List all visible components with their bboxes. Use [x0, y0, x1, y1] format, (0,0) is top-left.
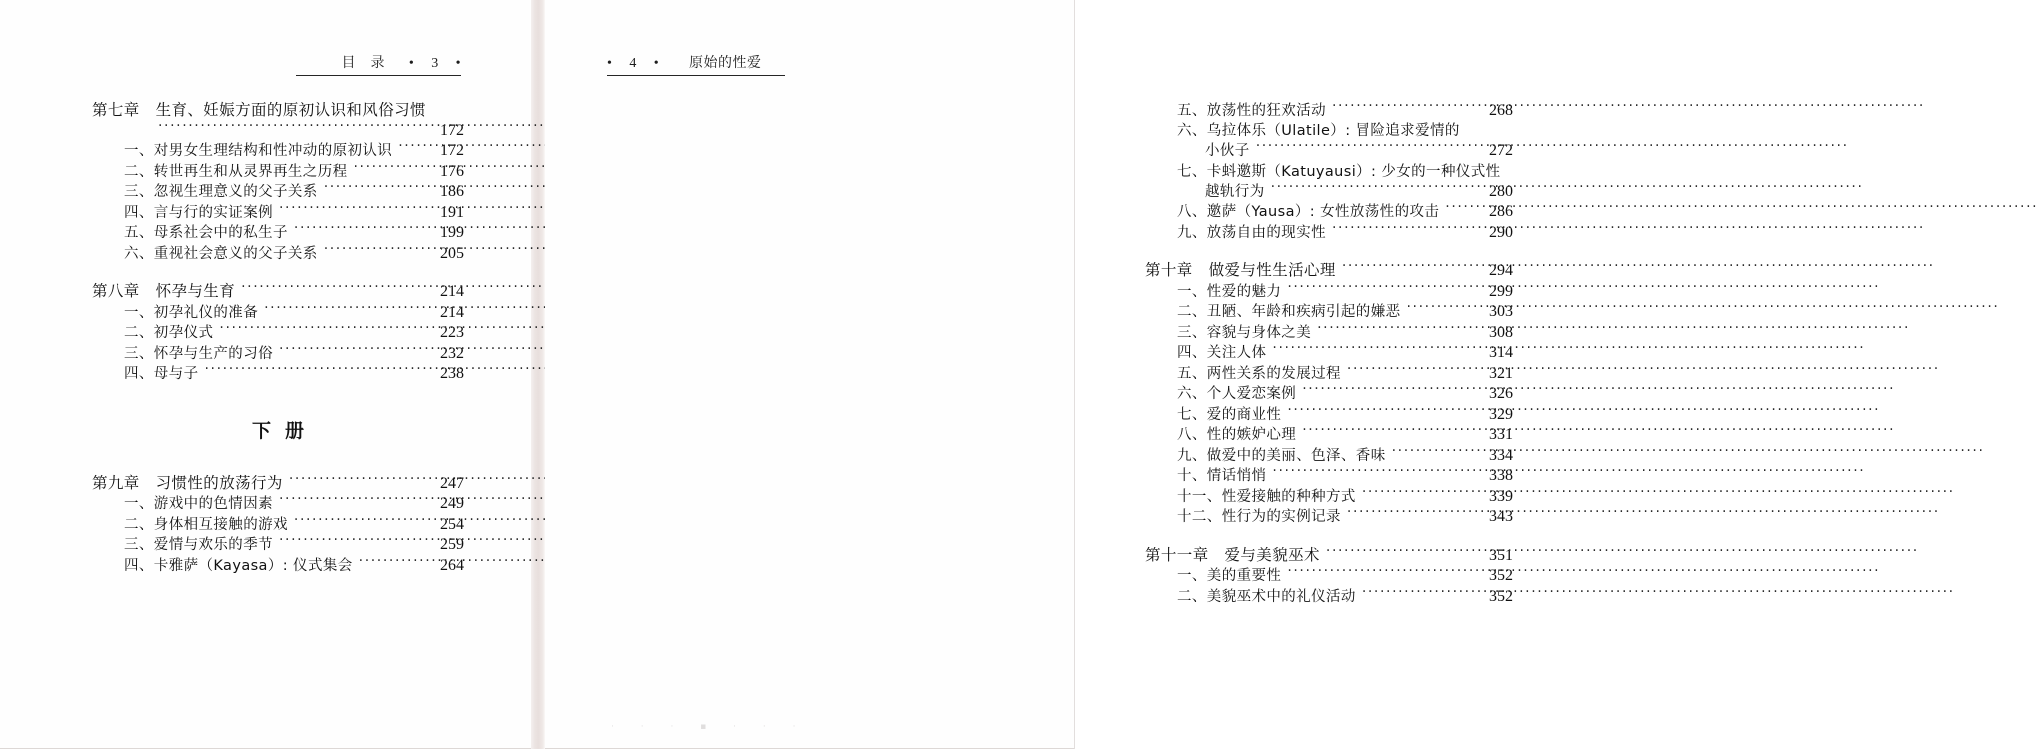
toc-entry-page-number: 308: [1489, 323, 1513, 341]
toc-entry-label: 一、游戏中的色情因素: [124, 496, 273, 512]
toc-entry-label: 七、卡蚪邀斯（Katuyausi）: 少女的一种仪式性: [1177, 163, 1501, 180]
toc-entry-row[interactable]: [1145, 507, 1513, 526]
toc-entry-page-number: 351: [1489, 546, 1513, 564]
toc-entry-row[interactable]: [1145, 343, 1513, 362]
toc-dot-leader: [1272, 343, 1475, 358]
toc-entry-page-number: 326: [1489, 385, 1513, 402]
toc-dot-leader: [1347, 363, 1475, 378]
toc-entry-label: 十一、性爱接触的种种方式: [1177, 488, 1356, 505]
toc-chapter-row[interactable]: [1145, 261, 1513, 280]
toc-dot-leader: [158, 120, 426, 135]
right-page-running-head: [607, 52, 785, 76]
toc-entry-label: 二、美貌巫术中的礼仪活动: [1177, 588, 1356, 605]
toc-dot-leader: [1407, 302, 1476, 317]
toc-entry-label: 四、卡雅萨（Kayasa）: 仪式集会: [124, 557, 353, 574]
toc-entry-page-number: 294: [1489, 262, 1513, 279]
toc-entry-label: 八、邀萨（Yausa）: 女性放荡性的攻击: [1177, 204, 1440, 220]
left-page-number: 3: [431, 56, 439, 71]
toc-entry-label: 十二、性行为的实例记录: [1177, 509, 1341, 525]
toc-entry-page-number: 268: [1489, 101, 1513, 119]
toc-entry-row[interactable]: [92, 120, 464, 139]
toc-dot-leader: [324, 243, 426, 258]
toc-entry-label: 一、性爱的魅力: [1177, 283, 1282, 300]
toc-dot-leader: [1287, 566, 1475, 581]
toc-entry-page-number: 290: [1489, 223, 1513, 241]
toc-entry-row[interactable]: [1145, 202, 1513, 221]
toc-entry-page-number: 232: [440, 344, 464, 362]
toc-entry-row[interactable]: [92, 182, 464, 201]
toc-entry-page-number: 214: [440, 283, 464, 300]
toc-entry-label: 第七章 生育、妊娠方面的原初认识和风俗习惯: [92, 100, 426, 119]
toc-entry-page-number: 303: [1489, 303, 1513, 320]
toc-entry-row[interactable]: [1145, 566, 1513, 585]
toc-entry-row[interactable]: [1145, 141, 1513, 160]
toc-entry-label: 八、性的嫉妒心理: [1177, 427, 1297, 443]
toc-entry-page-number: 176: [440, 162, 464, 180]
toc-entry-label: 二、丑陋、年龄和疾病引起的嫌恶: [1177, 304, 1401, 320]
toc-entry-page-number: 199: [440, 224, 464, 241]
toc-entry-label: 三、忽视生理意义的父子关系: [124, 184, 318, 200]
toc-dot-leader: [359, 555, 426, 570]
toc-dot-leader: [1271, 181, 1475, 196]
toc-dot-leader: [279, 535, 426, 550]
toc-entry-label: 三、怀孕与生产的习俗: [124, 345, 273, 362]
toc-entry-row[interactable]: [92, 535, 464, 554]
toc-entry-label: 五、放荡性的狂欢活动: [1177, 102, 1326, 119]
toc-entry-label: 越轨行为: [1205, 183, 1265, 200]
toc-entry-label: 四、关注人体: [1177, 345, 1267, 361]
toc-entry-page-number: 339: [1489, 487, 1513, 505]
left-page-toc-list: [92, 100, 464, 576]
toc-dot-leader: [264, 302, 426, 317]
toc-entry-row[interactable]: [92, 555, 464, 574]
toc-entry-row[interactable]: [1145, 445, 1513, 464]
toc-entry-row[interactable]: [92, 494, 464, 513]
toc-chapter-row[interactable]: [92, 100, 464, 118]
volume-divider: 下册: [251, 420, 318, 442]
right-page-toc-list: [1145, 100, 1513, 607]
left-page: [0, 0, 531, 749]
toc-dot-leader: [241, 282, 426, 297]
left-running-head-title: 目 录: [341, 55, 385, 71]
toc-dot-leader: [1302, 425, 1475, 440]
left-folio-suffix: •: [455, 56, 461, 71]
toc-dot-leader: [1392, 445, 1475, 460]
toc-entry-label: 九、放荡自由的现实性: [1177, 224, 1326, 241]
toc-entry-page-number: 249: [440, 495, 464, 512]
toc-entry-row[interactable]: [1145, 181, 1513, 200]
toc-entry-page-number: 238: [440, 365, 464, 382]
toc-entry-row[interactable]: [92, 364, 464, 383]
toc-entry-page-number: 314: [1489, 344, 1513, 361]
toc-entry-row[interactable]: [1145, 404, 1513, 423]
toc-entry-row[interactable]: [92, 141, 464, 160]
right-running-head-title: 原始的性爱: [689, 55, 762, 71]
toc-entry-page-number: 338: [1489, 467, 1513, 484]
toc-entry-row[interactable]: [1145, 281, 1513, 300]
toc-entry-page-number: 299: [1489, 282, 1513, 300]
toc-entry-label: 九、做爱中的美丽、色泽、香味: [1177, 447, 1386, 464]
toc-entry-row[interactable]: [1145, 100, 1513, 119]
toc-dot-leader: [1347, 507, 1475, 522]
left-page-running-head: [296, 52, 461, 76]
toc-dot-leader: [324, 182, 426, 197]
toc-entry-page-number: 205: [440, 244, 464, 262]
toc-dot-leader: [294, 514, 426, 529]
toc-dot-leader: [1332, 222, 1475, 237]
toc-entry-label: 一、美的重要性: [1177, 568, 1282, 584]
toc-entry-label: 第十一章 爱与美貌巫术: [1145, 545, 1320, 564]
toc-entry-row[interactable]: [1145, 161, 1513, 179]
toc-entry-page-number: 172: [440, 121, 464, 139]
toc-dot-leader: [1272, 466, 1475, 481]
toc-entry-row[interactable]: [1145, 121, 1513, 139]
right-folio-suffix: •: [653, 56, 660, 71]
toc-entry-page-number: 264: [440, 556, 464, 574]
toc-entry-row[interactable]: [92, 323, 464, 342]
toc-entry-row[interactable]: [92, 161, 464, 180]
toc-entry-label: 第九章 习惯性的放荡行为: [92, 473, 283, 492]
scan-artifacts: · · · ▪ · · ·: [611, 722, 808, 732]
toc-entry-label: 二、初孕仪式: [124, 325, 214, 341]
toc-entry-row[interactable]: [1145, 302, 1513, 321]
right-folio-prefix: •: [607, 56, 613, 71]
toc-dot-leader: [1362, 486, 1475, 501]
toc-entry-row[interactable]: [92, 202, 464, 221]
toc-dot-leader: [1287, 281, 1475, 296]
toc-chapter-row[interactable]: [1145, 545, 1513, 564]
toc-entry-row[interactable]: [1145, 322, 1513, 341]
toc-dot-leader: [1466, 121, 1475, 136]
toc-chapter-row[interactable]: [92, 473, 464, 492]
toc-dot-leader: [279, 202, 426, 217]
toc-entry-label: 四、母与子: [124, 366, 199, 382]
toc-entry-page-number: 343: [1489, 508, 1513, 525]
toc-entry-label: 三、容貌与身体之美: [1177, 324, 1312, 341]
toc-entry-page-number: 247: [440, 474, 464, 492]
toc-entry-page-number: 321: [1489, 364, 1513, 382]
toc-entry-page-number: 186: [440, 183, 464, 200]
toc-entry-row[interactable]: [92, 243, 464, 262]
toc-entry-row[interactable]: [1145, 363, 1513, 382]
toc-entry-page-number: 191: [440, 203, 464, 221]
toc-entry-row[interactable]: [1145, 425, 1513, 444]
toc-entry-page-number: 254: [440, 515, 464, 533]
toc-entry-page-number: 214: [440, 303, 464, 321]
toc-dot-leader: [279, 343, 426, 358]
toc-dot-leader: [1332, 100, 1475, 115]
toc-entry-row[interactable]: [1145, 486, 1513, 505]
toc-entry-label: 第十章 做爱与性生活心理: [1145, 261, 1336, 279]
left-folio-prefix: •: [408, 56, 415, 71]
toc-dot-leader: [205, 364, 427, 379]
toc-entry-page-number: 223: [440, 324, 464, 341]
toc-entry-row[interactable]: [92, 302, 464, 321]
toc-dot-leader: [1287, 404, 1475, 419]
toc-entry-row[interactable]: [1145, 466, 1513, 485]
toc-entry-page-number: 352: [1489, 567, 1513, 584]
toc-entry-label: 第八章 怀孕与生育: [92, 282, 236, 300]
toc-entry-label: 二、转世再生和从灵界再生之历程: [124, 163, 348, 180]
toc-entry-row[interactable]: [92, 223, 464, 242]
toc-entry-label: 二、身体相互接触的游戏: [124, 516, 288, 533]
toc-entry-row[interactable]: [1145, 384, 1513, 403]
toc-entry-label: 七、爱的商业性: [1177, 406, 1282, 423]
toc-entry-page-number: 352: [1489, 587, 1513, 605]
toc-entry-label: 小伙子: [1205, 143, 1250, 159]
toc-dot-leader: [354, 161, 427, 176]
toc-entry-label: 六、重视社会意义的父子关系: [124, 245, 318, 262]
toc-dot-leader: [1342, 261, 1475, 276]
toc-entry-label: 五、母系社会中的私生子: [124, 225, 288, 241]
toc-dot-leader: [294, 223, 426, 238]
toc-entry-page-number: 172: [440, 142, 464, 159]
toc-entry-page-number: 259: [440, 536, 464, 553]
toc-dot-leader: [1445, 202, 1475, 217]
toc-dot-leader: [1317, 322, 1475, 337]
toc-dot-leader: [1302, 384, 1475, 399]
toc-entry-label: 一、对男女生理结构和性冲动的原初认识: [124, 143, 393, 159]
toc-entry-page-number: 329: [1489, 405, 1513, 423]
toc-entry-label: 一、初孕礼仪的准备: [124, 304, 259, 321]
toc-entry-row[interactable]: [1145, 586, 1513, 605]
toc-entry-page-number: 272: [1489, 142, 1513, 159]
toc-entry-label: 五、两性关系的发展过程: [1177, 365, 1341, 382]
toc-dot-leader: [219, 323, 426, 338]
toc-entry-page-number: 334: [1489, 446, 1513, 464]
toc-dot-leader: [398, 141, 426, 156]
toc-dot-leader: [1326, 545, 1475, 560]
right-page: [545, 0, 1513, 749]
toc-entry-page-number: 331: [1489, 426, 1513, 443]
toc-entry-label: 六、个人爱恋案例: [1177, 386, 1297, 402]
toc-entry-label: 六、乌拉体乐（Ulatile）: 冒险追求爱情的: [1177, 123, 1460, 139]
toc-entry-page-number: 280: [1489, 182, 1513, 200]
right-page-number: 4: [629, 56, 637, 71]
toc-dot-leader: [279, 494, 426, 509]
toc-entry-label: 三、爱情与欢乐的季节: [124, 537, 273, 553]
toc-chapter-row[interactable]: [92, 282, 464, 301]
toc-entry-page-number: 286: [1489, 203, 1513, 220]
toc-entry-label: 十、情话悄悄: [1177, 468, 1267, 484]
toc-dot-leader: [1362, 586, 1475, 601]
toc-dot-leader: [1256, 141, 1475, 156]
toc-entry-row[interactable]: [92, 343, 464, 362]
toc-entry-label: 四、言与行的实证案例: [124, 204, 273, 221]
toc-dot-leader: [289, 473, 426, 488]
toc-entry-row[interactable]: [1145, 222, 1513, 241]
toc-entry-row[interactable]: [92, 514, 464, 533]
